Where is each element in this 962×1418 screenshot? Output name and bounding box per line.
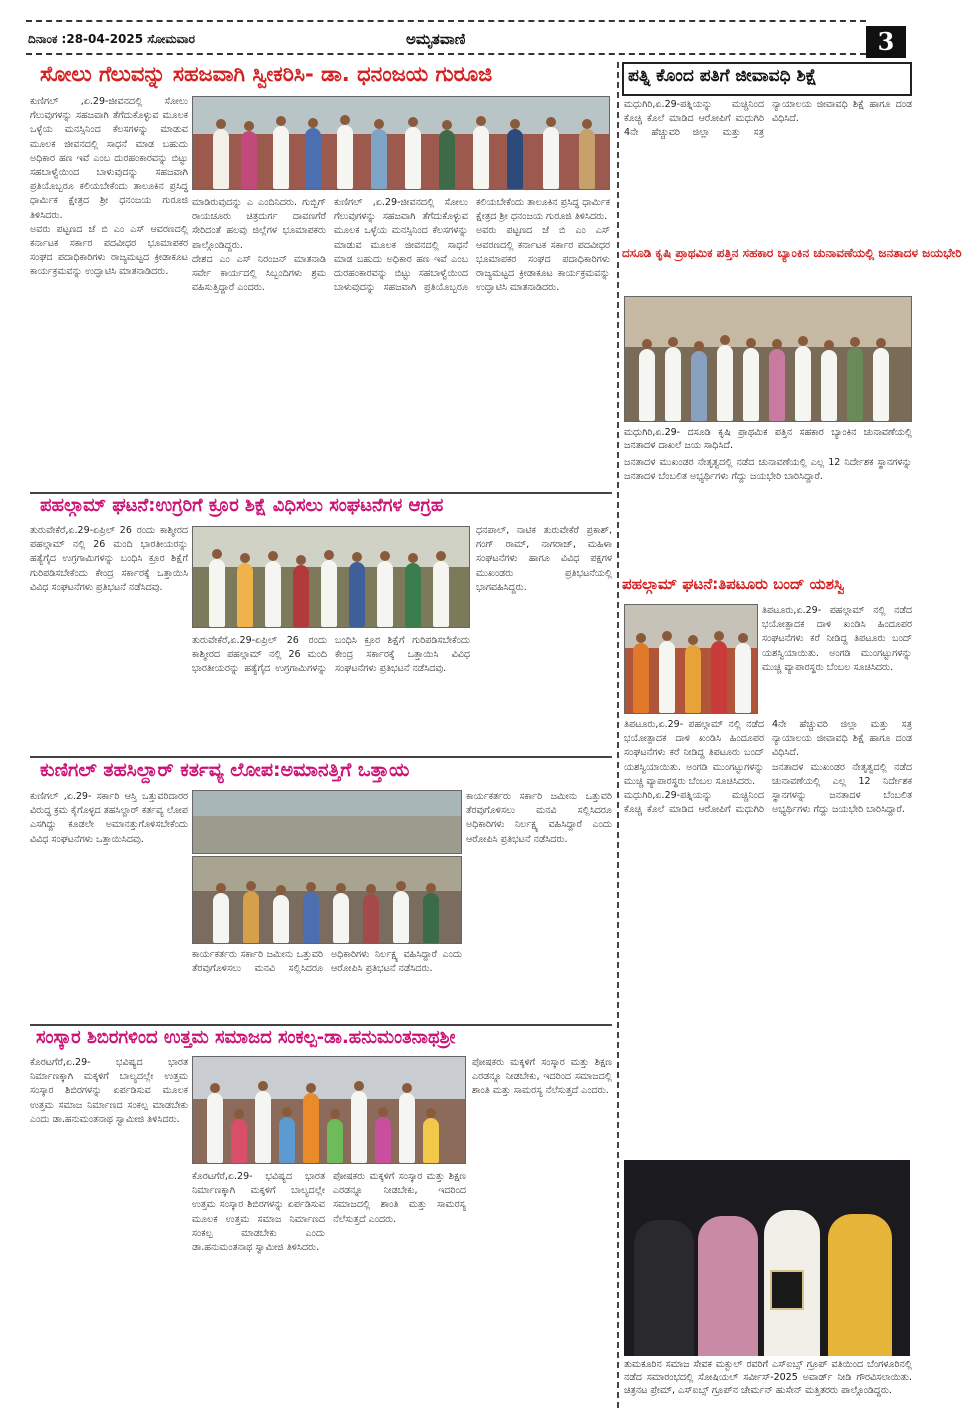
sidebar-body — [762, 604, 912, 714]
article-body — [30, 790, 188, 1022]
event-photo-protest — [192, 526, 470, 628]
issue-date: ದಿನಾಂಕ :28-04-2025 ಸೋಮವಾರ — [28, 32, 195, 46]
paragraph: ಪೋಷಕರು ಮಕ್ಕಳಿಗೆ ಸಂಸ್ಕಾರ ಮತ್ತು ಶಿಕ್ಷಣ ಎರಡನ್ನೂ ನೀಡಬೇಕು, ಇದರಿಂದ ಸಮಾಜದಲ್ಲಿ ಶಾಂತಿ ಮತ್ತು ಸಾಮರಸ್ಯ ನೆಲೆಸುತ್ತದೆ ಎಂದರು. — [472, 1057, 612, 1097]
article-body-center — [192, 948, 462, 1022]
masthead — [26, 16, 866, 56]
section-divider — [30, 492, 612, 494]
article-body — [30, 1056, 188, 1408]
paragraph: ಪೋಷಕರು ಮಕ್ಕಳಿಗೆ ಸಂಸ್ಕಾರ ಮತ್ತು ಶಿಕ್ಷಣ ಎರಡನ್ನೂ ನೀಡಬೇಕು, ಇದರಿಂದ ಸಮಾಜದಲ್ಲಿ ಶಾಂತಿ ಮತ್ತು ಸಾಮರಸ್ಯ ನೆಲೆಸುತ್ತದೆ ಎಂದರು. — [333, 1171, 466, 1225]
award-photo-caption: ತುಮಕೂರಿನ ಸಮಾಜ ಸೇವಕ ಮಕ್ಬುಲ್ ರವರಿಗೆ ಎಸ್ಐಬ್ಸ್ ಗ್ರೂಪ್ ವತಿಯಿಂದ ಬೆಂಗಳೂರಿನಲ್ಲಿ ನಡೆದ ಸಮಾರಂಭದಲ್ಲಿ ಸೋಷಿಯಲ್ ಸರ್ವೀಸ್-2025 ಅವಾರ್ಡ್ ನೀಡಿ ಗೌರವಿಸಲಾಯಿತು. ಚಿತ್ರನಟ ಪ್ರೇಮ್, ಎಸ್ಐಬ್ಸ್ ಗ್ರೂಪ್‌ನ ಚೇರ್ಮನ್ ಹುಸೇನ್ ಮತ್ತಿತರರು ಪಾಲ್ಗೊಂಡಿದ್ದರು. — [624, 1359, 912, 1396]
paragraph: ಜನತಾದಳ ಮುಖಂಡರ ನೇತೃತ್ವದಲ್ಲಿ ನಡೆದ ಚುನಾವಣೆಯಲ್ಲಿ ಎಲ್ಲ 12 ನಿರ್ದೇಶಕ ಸ್ಥಾನಗಳನ್ನು ಜನತಾದಳ ಬೆಂಬಲಿತ ಅಭ್ಯರ್ಥಿಗಳು ಗೆದ್ದು ಜಯಭೇರಿ ಬಾರಿಸಿದ್ದಾರೆ. — [624, 457, 912, 483]
article-headline-samskara: ಸಂಸ್ಕಾರ ಶಿಬಿರಗಳಿಂದ ಉತ್ತಮ ಸಮಾಜದ ಸಂಕಲ್ಪ-ಡಾ.ಹನುಮಂತನಾಥಶ್ರೀ — [36, 1027, 456, 1048]
column-divider — [617, 62, 619, 1408]
masthead-bottom-rule — [26, 53, 866, 55]
article-body — [30, 524, 188, 752]
page-number: 3 — [866, 26, 906, 58]
article-body-right — [192, 196, 610, 490]
paragraph: ಜನತಾದಳ ಮುಖಂಡರ ನೇತೃತ್ವದಲ್ಲಿ ನಡೆದ ಚುನಾವಣೆಯಲ್ಲಿ ಎಲ್ಲ 12 ನಿರ್ದೇಶಕ ಸ್ಥಾನಗಳನ್ನು ಜನತಾದಳ ಬೆಂಬಲಿತ ಅಭ್ಯರ್ಥಿಗಳು ಗೆದ್ದು ಜಯಭೇರಿ ಬಾರಿಸಿದ್ದಾರೆ. — [772, 761, 912, 816]
article-body-center — [192, 1170, 466, 1408]
photo-caption: ಮಧುಗಿರಿ,ಏ.29- ದಸೂಡಿ ಕೃಷಿ ಪ್ರಾಥಮಿಕ ಪತ್ತಿನ ಸಹಕಾರ ಬ್ಯಾಂಕಿನ ಚುನಾವಣೆಯಲ್ಲಿ ಜನತಾದಳ ದಾಖಲೆ ಜಯ ಸಾಧಿಸಿದೆ. — [624, 427, 912, 451]
paragraph: ದೇಶದ ಎಂ ಎಸ್ ನಿರಂಜನ್ ಮಾತನಾಡಿ ಸರ್ವೇ ಕಾರ್ಯದಲ್ಲಿ ಸಿಬ್ಬಂದಿಗಳು ಶ್ರಮ ವಹಿಸುತ್ತಿದ್ದಾರೆ ಎಂದರು. — [192, 253, 326, 294]
paragraph: ತಿಪಟೂರು,ಏ.29- ಪಹಲ್ಗಾಮ್ ನಲ್ಲಿ ನಡೆದ ಭಯೋತ್ಪಾದಕ ದಾಳಿ ಖಂಡಿಸಿ ಹಿಂದೂಪರ ಸಂಘಟನೆಗಳು ಕರೆ ನೀಡಿದ್ದ ತಿಪಟೂರು ಬಂದ್ ಯಶಸ್ವಿಯಾಯಿತು. ಅಂಗಡಿ ಮುಂಗಟ್ಟುಗಳನ್ನು ಮುಚ್ಚಿ ವ್ಯಾಪಾರಸ್ಥರು ಬೆಂಬಲ ಸೂಚಿಸಿದರು. — [762, 605, 912, 673]
event-photo-sit-in — [192, 856, 462, 944]
paragraph: ಮಧುಗಿರಿ,ಏ.29-ಪತ್ನಿಯನ್ನು ಮಚ್ಚಿನಿಂದ ಕೊಚ್ಚಿ ಕೊಲೆ ಮಾಡಿದ ಆರೋಪಿಗೆ ಮಧುಗಿರಿ 4ನೇ ಹೆಚ್ಚುವರಿ ಜಿಲ್ಲಾ ಮತ್ತು ಸತ್ರ ನ್ಯಾಯಾಲಯ ಜೀವಾವಧಿ ಶಿಕ್ಷೆ ಹಾಗೂ ದಂಡ ವಿಧಿಸಿದೆ. — [624, 719, 912, 816]
event-photo-election — [624, 296, 912, 422]
paragraph: ಕುಣಿಗಲ್ ,ಏ.29- ಸರ್ಕಾರಿ ಆಸ್ತಿ ಒತ್ತುವರಿದಾರರ ವಿರುದ್ಧ ಕ್ರಮ ಕೈಗೊಳ್ಳದ ತಹಸಿಲ್ದಾರ್ ಕರ್ತವ್ಯ ಲೋಪ ಎಸಗಿದ್ದು ಕೂಡಲೇ ಅಮಾನತ್ತುಗೊಳಿಸಬೇಕೆಂದು ವಿವಿಧ ಸಂಘಟನೆಗಳು ಒತ್ತಾಯಿಸಿದವು. — [30, 791, 188, 845]
article-headline-tahasildar: ಕುಣಿಗಲ್ ತಹಸಿಲ್ದಾರ್ ಕರ್ತವ್ಯ ಲೋಪ:ಅಮಾನತ್ತಿಗೆ ಒತ್ತಾಯ — [40, 759, 410, 781]
sidebar-headline-tiptur: ಪಹಲ್ಗಾಮ್ ಘಟನೆ:ತಿಪಟೂರು ಬಂದ್ ಯಶಸ್ವಿ — [622, 575, 845, 593]
sidebar-headline-bank-line2 — [622, 267, 912, 297]
newspaper-name: ಅಮೃತವಾಣಿ — [406, 30, 466, 48]
article-headline-solu-geluvu: ಸೋಲು ಗೆಲುವನ್ನು ಸಹಜವಾಗಿ ಸ್ವೀಕರಿಸಿ- ಡಾ. ಧನಂಜಯ ಗುರೂಜಿ — [40, 62, 493, 86]
paragraph: ಮಾಡಿರುವುದನ್ನು ಎ ಎಂದಿನಿದರು. ಗುಬ್ಬಿಗ್ ರಾಯಚೂರು ಚಿತ್ರದುರ್ಗ ದಾವಣಗೆರೆ ಸೇರಿದಂತೆ ಹಲವು ಜಿಲ್ಲೆಗಳ ಭೂಮಾಪಕರು ಪಾಲ್ಗೊಂಡಿದ್ದರು. — [192, 197, 326, 251]
event-photo-office — [192, 790, 462, 854]
sidebar-headline-bank: ದಸೂಡಿ ಕೃಷಿ ಪ್ರಾಥಮಿಕ ಪತ್ತಿನ ಸಹಕಾರ ಬ್ಯಾಂಕಿನ ಚುನಾವಣೆಯಲ್ಲಿ ಜನತಾದಳ ಜಯಭೇರಿ — [622, 246, 962, 260]
event-photo-bandh — [624, 604, 758, 714]
article-body-right — [472, 1056, 612, 1408]
article-headline-pahalgam: ಪಹಲ್ಗಾಮ್ ಘಟನೆ:ಉಗ್ರರಿಗೆ ಕ್ರೂರ ಶಿಕ್ಷೆ ವಿಧಿಸಲು ಸಂಘಟನೆಗಳ ಆಗ್ರಹ — [40, 495, 444, 516]
section-divider — [30, 1024, 612, 1026]
section-divider — [30, 756, 612, 758]
article-body-right — [466, 790, 612, 1022]
paragraph: ತಿಪಟೂರು,ಏ.29- ಪಹಲ್ಗಾಮ್ ನಲ್ಲಿ ನಡೆದ ಭಯೋತ್ಪಾದಕ ದಾಳಿ ಖಂಡಿಸಿ ಹಿಂದೂಪರ ಸಂಘಟನೆಗಳು ಕರೆ ನೀಡಿದ್ದ ತಿಪಟೂರು ಬಂದ್ ಯಶಸ್ವಿಯಾಯಿತು. ಅಂಗಡಿ ಮುಂಗಟ್ಟುಗಳನ್ನು ಮುಚ್ಚಿ ವ್ಯಾಪಾರಸ್ಥರು ಬೆಂಬಲ ಸೂಚಿಸಿದರು. — [624, 719, 764, 787]
article-body-right — [476, 524, 612, 752]
paragraph: ತುರುವೇಕೆರೆ,ಏ.29-ಏಪ್ರಿಲ್ 26 ರಂದು ಕಾಶ್ಮೀರದ ಪಹಲ್ಗಾಮ್ ನಲ್ಲಿ 26 ಮಂದಿ ಭಾರತೀಯರನ್ನು ಹತ್ಯೆಗೈದ ಉಗ್ರಗಾಮಿಗಳನ್ನು ಬಂಧಿಸಿ ಕ್ರೂರ ಶಿಕ್ಷೆಗೆ ಗುರಿಪಡಿಸಬೇಕೆಂದು ಕೇಂದ್ರ ಸರ್ಕಾರಕ್ಕೆ ಒತ್ತಾಯಿಸಿ ವಿವಿಧ ಸಂಘಟನೆಗಳು ಪ್ರತಿಭಟನೆ ನಡೆಸಿದವು. — [192, 635, 470, 675]
paragraph: ಕೊರಟಗೆರೆ,ಏ.29- ಭವಿಷ್ಯದ ಭಾರತ ನಿರ್ಮಾಣಕ್ಕಾಗಿ ಮಕ್ಕಳಿಗೆ ಬಾಲ್ಯದಲ್ಲೇ ಉತ್ತಮ ಸಂಸ್ಕಾರ ಶಿಬಿರಗಳನ್ನು ಏರ್ಪಡಿಸುವ ಮೂಲಕ ಉತ್ತಮ ಸಮಾಜ ನಿರ್ಮಾಣದ ಸಂಕಲ್ಪ ಮಾಡಬೇಕು ಎಂದು ಡಾ.ಹನುಮಂತನಾಥ ಸ್ವಾಮೀಜಿ ತಿಳಿಸಿದರು. — [30, 1057, 188, 1125]
sidebar-headline-murder: ಪತ್ನಿ ಕೊಂದ ಪತಿಗೆ ಜೀವಾವಧಿ ಶಿಕ್ಷೆ — [628, 66, 817, 86]
masthead-top-rule — [26, 20, 866, 22]
sidebar-body-continued — [624, 718, 912, 1154]
award-photo — [624, 1160, 910, 1356]
article-body — [30, 95, 188, 490]
sidebar-body — [624, 98, 912, 246]
paragraph: ಅವರು ಪಟ್ಟಣದ ಜೆ ಬಿ ಎಂ ಎಸ್ ಆವರಣದಲ್ಲಿ ಕರ್ನಾಟಕ ಸರ್ಕಾರ ಪದವೀಧರ ಭೂಮಾಪಕರ ಸಂಘದ ಪದಾಧಿಕಾರಿಗಳು ರಾಜ್ಯಮಟ್ಟದ ಕ್ರೀಡಾಕೂಟ ಕಾರ್ಯಕ್ರಮವನ್ನು ಉದ್ಘಾಟಿಸಿ ಮಾತನಾಡಿದರು. — [30, 223, 188, 278]
paragraph: ಮಧುಗಿರಿ,ಏ.29-ಪತ್ನಿಯನ್ನು ಮಚ್ಚಿನಿಂದ ಕೊಚ್ಚಿ ಕೊಲೆ ಮಾಡಿದ ಆರೋಪಿಗೆ ಮಧುಗಿರಿ 4ನೇ ಹೆಚ್ಚುವರಿ ಜಿಲ್ಲಾ ಮತ್ತು ಸತ್ರ ನ್ಯಾಯಾಲಯ ಜೀವಾವಧಿ ಶಿಕ್ಷೆ ಹಾಗೂ ದಂಡ ವಿಧಿಸಿದೆ. — [624, 99, 912, 139]
paragraph: ಕಾರ್ಯಕರ್ತರು ಸರ್ಕಾರಿ ಜಮೀನು ಒತ್ತುವರಿ ತೆರವುಗೊಳಿಸಲು ಮನವಿ ಸಲ್ಲಿಸಿದರೂ ಅಧಿಕಾರಿಗಳು ನಿರ್ಲಕ್ಷ್ಯ ವಹಿಸಿದ್ದಾರೆ ಎಂದು ಆರೋಪಿಸಿ ಪ್ರತಿಭಟನೆ ನಡೆಸಿದರು. — [466, 791, 612, 845]
paragraph: ಕೊರಟಗೆರೆ,ಏ.29- ಭವಿಷ್ಯದ ಭಾರತ ನಿರ್ಮಾಣಕ್ಕಾಗಿ ಮಕ್ಕಳಿಗೆ ಬಾಲ್ಯದಲ್ಲೇ ಉತ್ತಮ ಸಂಸ್ಕಾರ ಶಿಬಿರಗಳನ್ನು ಏರ್ಪಡಿಸುವ ಮೂಲಕ ಉತ್ತಮ ಸಮಾಜ ನಿರ್ಮಾಣದ ಸಂಕಲ್ಪ ಮಾಡಬೇಕು ಎಂದು ಡಾ.ಹನುಮಂತನಾಥ ಸ್ವಾಮೀಜಿ ತಿಳಿಸಿದರು. — [192, 1171, 325, 1254]
event-photo-sports-meet — [192, 96, 610, 190]
sidebar-body — [624, 456, 912, 574]
paragraph: ಅವರು ಪಟ್ಟಣದ ಜೆ ಬಿ ಎಂ ಎಸ್ ಆವರಣದಲ್ಲಿ ಕರ್ನಾಟಕ ಸರ್ಕಾರ ಪದವೀಧರ ಭೂಮಾಪಕರ ಸಂಘದ ಪದಾಧಿಕಾರಿಗಳು ರಾಜ್ಯಮಟ್ಟದ ಕ್ರೀಡಾಕೂಟ ಕಾರ್ಯಕ್ರಮವನ್ನು ಉದ್ಘಾಟಿಸಿ ಮಾತನಾಡಿದರು. — [476, 225, 610, 294]
event-photo-camp — [192, 1056, 466, 1164]
article-body-center — [192, 634, 470, 752]
paragraph: ಧನಪಾಲ್, ನಾಟಿಕ ತುರುವೇಕೆರೆ ಪ್ರಕಾಶ್, ಗಂಗ್ ರಾಮ್, ನಾಗರಾಜ್, ಮಹಿಳಾ ಸಂಘಟನೆಗಳು ಹಾಗೂ ವಿವಿಧ ಪಕ್ಷಗಳ ಮುಖಂಡರು ಪ್ರತಿಭಟನೆಯಲ್ಲಿ ಭಾಗವಹಿಸಿದ್ದರು. — [476, 525, 612, 593]
paragraph: ತುರುವೇಕೆರೆ,ಏ.29-ಏಪ್ರಿಲ್ 26 ರಂದು ಕಾಶ್ಮೀರದ ಪಹಲ್ಗಾಮ್ ನಲ್ಲಿ 26 ಮಂದಿ ಭಾರತೀಯರನ್ನು ಹತ್ಯೆಗೈದ ಉಗ್ರಗಾಮಿಗಳನ್ನು ಬಂಧಿಸಿ ಕ್ರೂರ ಶಿಕ್ಷೆಗೆ ಗುರಿಪಡಿಸಬೇಕೆಂದು ಕೇಂದ್ರ ಸರ್ಕಾರಕ್ಕೆ ಒತ್ತಾಯಿಸಿ ವಿವಿಧ ಸಂಘಟನೆಗಳು ಪ್ರತಿಭಟನೆ ನಡೆಸಿದವು. — [30, 525, 188, 593]
paragraph: ಕುಣಿಗಲ್ ,ಏ.29-ಜೀವನದಲ್ಲಿ ಸೋಲು ಗೆಲುವುಗಳನ್ನು ಸಹಜವಾಗಿ ತೆಗೆದುಕೊಳ್ಳುವ ಮೂಲಕ ಒಳ್ಳೆಯ ಮನಸ್ಸಿನಿಂದ ಕೆಲಸಗಳನ್ನು ಮಾಡುವ ಮೂಲಕ ಜೀವನದಲ್ಲಿ ಸಾಧನೆ ಮಾಡ ಬಹುದು ಅಧಿಕಾರ ಹಣ ಇವೆ ಎಂಬ ದುರಹಂಕಾರವನ್ನು ಬಿಟ್ಟು ಸಹಬಾಳ್ವೆಯಿಂದ ಬಾಳುವುದನ್ನು ಸಹಜವಾಗಿ ಪ್ರತಿಯೊಬ್ಬರೂ ಕಲಿಯಬೇಕೆಂದು ತಾಲೂಕಿನ ಪ್ರಸಿದ್ಧ ಧಾರ್ಮಿಕ ಕ್ಷೇತ್ರದ ಶ್ರೀ ಧನಂಜಯ ಗುರೂಜಿ ತಿಳಿಸಿದರು. — [334, 197, 610, 294]
paragraph: ಕುಣಿಗಲ್ ,ಏ.29-ಜೀವನದಲ್ಲಿ ಸೋಲು ಗೆಲುವುಗಳನ್ನು ಸಹಜವಾಗಿ ತೆಗೆದುಕೊಳ್ಳುವ ಮೂಲಕ ಒಳ್ಳೆಯ ಮನಸ್ಸಿನಿಂದ ಕೆಲಸಗಳನ್ನು ಮಾಡುವ ಮೂಲಕ ಜೀವನದಲ್ಲಿ ಸಾಧನೆ ಮಾಡ ಬಹುದು ಅಧಿಕಾರ ಹಣ ಇವೆ ಎಂಬ ದುರಹಂಕಾರವನ್ನು ಬಿಟ್ಟು ಸಹಬಾಳ್ವೆಯಿಂದ ಬಾಳುವುದನ್ನು ಸಹಜವಾಗಿ ಪ್ರತಿಯೊಬ್ಬರೂ ಕಲಿಯಬೇಕೆಂದು ತಾಲೂಕಿನ ಪ್ರಸಿದ್ಧ ಧಾರ್ಮಿಕ ಕ್ಷೇತ್ರದ ಶ್ರೀ ಧನಂಜಯ ಗುರೂಜಿ ತಿಳಿಸಿದರು. — [30, 96, 188, 221]
paragraph: ಕಾರ್ಯಕರ್ತರು ಸರ್ಕಾರಿ ಜಮೀನು ಒತ್ತುವರಿ ತೆರವುಗೊಳಿಸಲು ಮನವಿ ಸಲ್ಲಿಸಿದರೂ ಅಧಿಕಾರಿಗಳು ನಿರ್ಲಕ್ಷ್ಯ ವಹಿಸಿದ್ದಾರೆ ಎಂದು ಆರೋಪಿಸಿ ಪ್ರತಿಭಟನೆ ನಡೆಸಿದರು. — [192, 949, 462, 975]
